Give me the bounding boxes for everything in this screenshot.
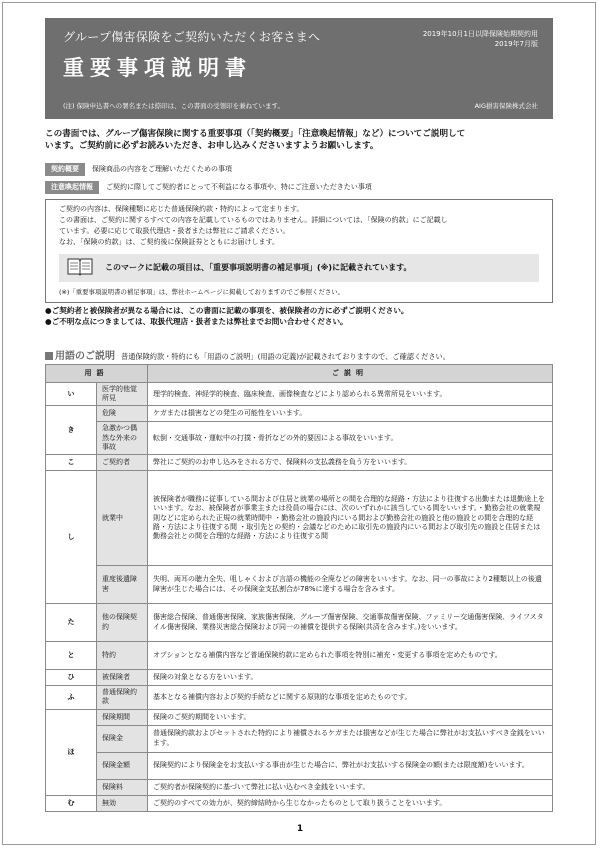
bullet-note-1: ●ご契約者と被保険者が異なる場合には、この書面に記載の事項を、被保険者の方に必ずご説明ください。 (45, 306, 409, 315)
edition-line-1: 2019年10月1日以降保険始期契約用 (422, 30, 538, 38)
index-char: ふ (46, 686, 97, 709)
column-header-term: 用語 (46, 365, 148, 383)
definition-cell: 失明、両耳の聴力全失、咀しゃくおよび言語の機能の全廃などの障害をいいます。なお、同一の事故により2種類以上の後遺障害が生じた場合には、その保険金支払割合が78%に達する場合を含みます。 (148, 566, 553, 604)
intro-line-1: この書面では、グループ傷害保険に関する重要事項（「契約概要」「注意喚起情報」など）についてご説明して (45, 129, 466, 139)
index-char: こ (46, 455, 97, 471)
definition-cell: 被保険者が職務に従事している間および住居と就業の場所との間を合理的な経路・方法により往復する出勤または退勤途上をいいます。なお、被保険者が事業主または役員の場合には、次のいずれかに該当している間をいいます。・勤務会社の就業規則などに定められた正規の就業時間中 ・勤務会社の施設内にいる間および勤務会社の施設と他の施設との間を合理的な経路・方法により往復する間 ・取引先との契約・会議などのために取引先の施設内にいる間および取引先の施設と住居または勤務会社との間を合理的な経路・方法により往復する間 (148, 471, 553, 566)
notice-line-1: ご契約の内容は、保険種類に応じた普通保険約款・特約によって定まります。 (59, 205, 304, 213)
intro-text (45, 128, 560, 152)
bullet-notes (45, 306, 409, 327)
table-row (46, 670, 553, 686)
definition-cell: ご契約者が保険契約に基づいて弊社に払い込むべき金銭をいいます。 (148, 779, 553, 795)
column-header-explanation: ご説明 (148, 365, 553, 383)
index-char: た (46, 604, 97, 642)
square-bullet-icon (45, 352, 53, 360)
header-subtitle: グループ傷害保険をご契約いただくお客さまへ (63, 30, 321, 44)
table-row (46, 566, 553, 604)
index-char: き (46, 406, 97, 455)
table-row (46, 795, 553, 811)
index-char: と (46, 642, 97, 670)
definition-cell: 転倒・交通事故・運転中の打撲・骨折などの外的要因による事故をいいます。 (148, 422, 553, 455)
table-row (46, 752, 553, 779)
table-row (46, 642, 553, 670)
header-note: (注) 保険申込書への署名または捺印は、この書面の受領印を兼ねています。 (63, 102, 284, 110)
term-cell: 保険金 (97, 725, 148, 752)
supplement-mark-text: このマークに記載の項目は、「重要事項説明書の補足事項」(※)に記載されています。 (105, 262, 412, 272)
table-row (46, 383, 553, 406)
tag-contract-summary-desc: 保険商品の内容をご理解いただくための事項 (92, 165, 232, 173)
glossary-heading: 用語のご説明 (55, 351, 115, 362)
definition-cell: 普通保険約款およびセットされた特約により補償されるケガまたは損害などが生じた場合に弊社がお支払いすべき金銭をいいます。 (148, 725, 553, 752)
notice-line-4: なお、「保険の約款」は、ご契約後に保険証券とともにお届けします。 (59, 238, 279, 246)
index-char: い (46, 383, 97, 406)
document-title: 重要事項説明書 (63, 56, 252, 80)
glossary-lead: 普通保険約款・特約にも「用語のご説明」(用語の定義)が記載されておりますので、ご確認ください。 (121, 352, 450, 361)
notice-line-2: この書面は、ご契約に関するすべての内容を記載しているものではありません。詳細については、「保険の約款」にご記載し (59, 216, 448, 224)
supplement-mark-panel (59, 254, 539, 282)
table-row (46, 406, 553, 422)
bullet-note-2: ●ご不明な点につきましては、取扱代理店・扱者または弊社までお問い合わせください。 (45, 316, 348, 326)
company-name: AIG損害保険株式会社 (474, 102, 538, 110)
term-cell: 急激かつ偶然な外来の事故 (97, 422, 148, 455)
table-row (46, 471, 553, 566)
table-row (46, 779, 553, 795)
definition-cell: ケガまたは損害などの発生の可能性をいいます。 (148, 406, 553, 422)
tag-contract-summary: 契約概要 (45, 163, 85, 176)
table-row (46, 455, 553, 471)
table-row (46, 686, 553, 709)
intro-line-2: います。ご契約前に必ずお読みいただき、お申し込みくださいますようお願いします。 (45, 141, 379, 152)
term-cell: 保険金額 (97, 752, 148, 779)
tag-caution-info: 注意喚起情報 (45, 181, 99, 194)
index-char: し (46, 471, 97, 604)
term-cell: 保険期間 (97, 709, 148, 725)
index-char: ひ (46, 670, 97, 686)
term-cell: 医学的他覚所見 (97, 383, 148, 406)
definition-cell: 基本となる補償内容および契約手続などに関する原則的な事項を定めたものです。 (148, 686, 553, 709)
definition-cell: 理学的検査、神経学的検査、臨床検査、画像検査などにより認められる異常所見をいいます。 (148, 383, 553, 406)
tag-caution-info-desc: ご契約に際してご契約者にとって不利益になる事項や、特にご注意いただきたい事項 (106, 183, 372, 191)
term-cell: 無効 (97, 795, 148, 811)
term-cell: 危険 (97, 406, 148, 422)
notice-box (45, 199, 553, 303)
definition-cell: 弊社にご契約のお申し込みをされる方で、保険料の支払義務を負う方をいいます。 (148, 455, 553, 471)
notice-footnote: (※)「重要事項説明書の補足事項」は、弊社ホームページに掲載しておりますのでご参照ください。 (59, 288, 345, 296)
definition-cell: 保険の対象となる方をいいます。 (148, 670, 553, 686)
term-cell: 保険料 (97, 779, 148, 795)
glossary-heading-row (45, 350, 450, 364)
edition-line-2: 2019年7月版 (494, 40, 538, 49)
term-cell: 普通保険約款 (97, 686, 148, 709)
definition-cell: 保険契約により保険金をお支払いする事由が生じた場合に、弊社がお支払いする保険金の額(または限度額)をいいます。 (148, 752, 553, 779)
notice-line-3: ています。必要に応じて取扱代理店・扱者または弊社にご請求ください。 (59, 227, 290, 235)
legend-contract-summary (45, 163, 232, 176)
definition-cell: 保険のご契約期間をいいます。 (148, 709, 553, 725)
glossary-header-row (46, 365, 553, 383)
edition-info (423, 29, 538, 49)
document-header (45, 18, 553, 119)
term-cell: 被保険者 (97, 670, 148, 686)
legend-caution-info (45, 181, 372, 194)
definition-cell: ご契約のすべての効力が、契約締結時から生じなかったものとして取り扱うことをいいます。 (148, 795, 553, 811)
page-number: 1 (296, 824, 304, 834)
index-char: む (46, 795, 97, 811)
table-row (46, 422, 553, 455)
definition-cell: オプションとなる補償内容など普通保険約款に定められた事項を特別に補充・変更する事項を定めたものです。 (148, 642, 553, 670)
term-cell: 重度後遺障害 (97, 566, 148, 604)
table-row (46, 725, 553, 752)
index-char: ほ (46, 709, 97, 795)
open-book-icon (67, 256, 93, 279)
table-row (46, 709, 553, 725)
term-cell: 就業中 (97, 471, 148, 566)
glossary-table (45, 364, 553, 812)
table-row (46, 604, 553, 642)
term-cell: 他の保険契約 (97, 604, 148, 642)
term-cell: 特約 (97, 642, 148, 670)
term-cell: ご契約者 (97, 455, 148, 471)
definition-cell: 傷害総合保険、普通傷害保険、家族傷害保険、グループ傷害保険、交通事故傷害保険、ファミリー交通傷害保険、ライフスタイル傷害保険、業務災害総合保険および同一の補償を提供する保険(共済を含みます。)をいいます。 (148, 604, 553, 642)
